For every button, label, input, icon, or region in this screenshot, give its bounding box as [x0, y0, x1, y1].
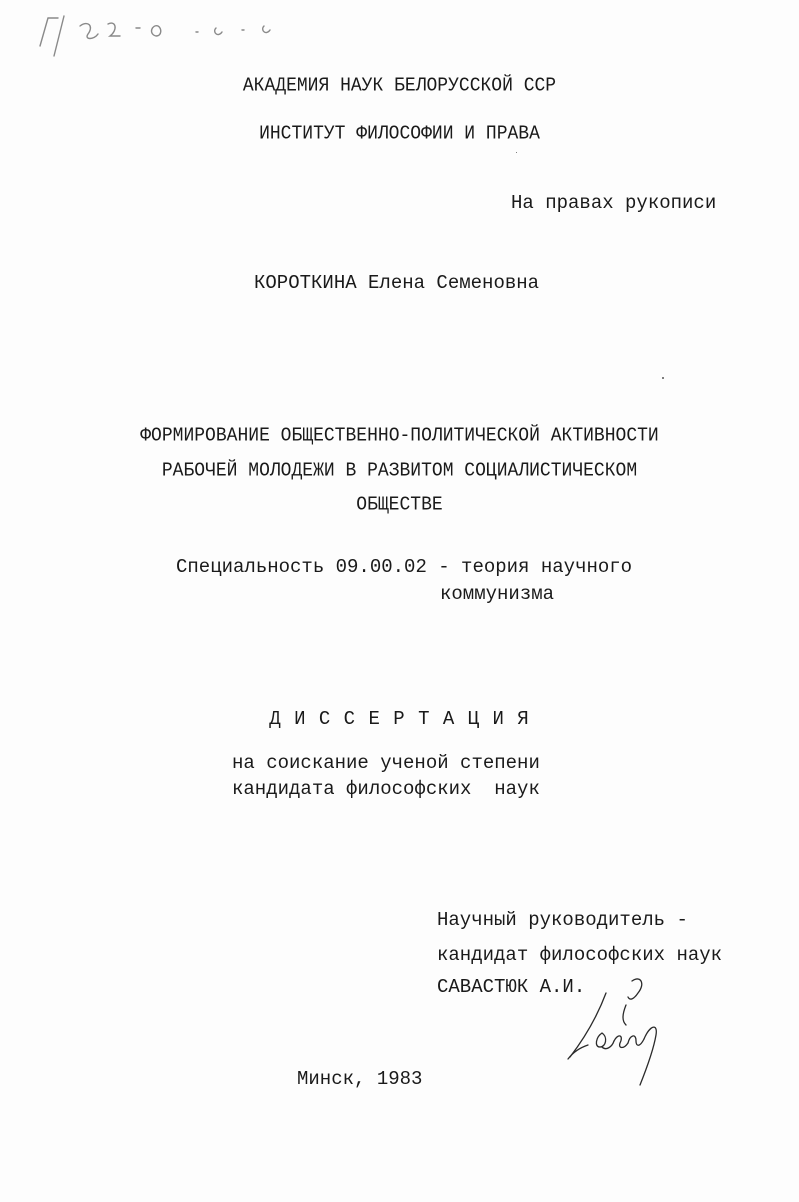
document-type: Д И С С Е Р Т А Ц И Я: [269, 708, 530, 730]
paper-speck: [516, 152, 517, 153]
supervisor-degree: кандидат философских наук: [437, 944, 723, 966]
supervisor-role: Научный руководитель -: [437, 909, 688, 931]
thesis-title-line-1: ФОРМИРОВАНИЕ ОБЩЕСТВЕННО-ПОЛИТИЧЕСКОЙ АКТИВНОСТИ: [140, 425, 659, 447]
supervisor-name: САВАСТЮК А.И.: [437, 976, 586, 998]
degree-line-1: на соискание ученой степени: [232, 752, 540, 774]
city-year: Минск, 1983: [297, 1068, 423, 1090]
thesis-title-line-3: ОБЩЕСТВЕ: [356, 494, 443, 516]
academy-name: АКАДЕМИЯ НАУК БЕЛОРУССКОЙ ССР: [242, 75, 557, 97]
paper-speck: [662, 377, 664, 379]
author-name: КОРОТКИНА Елена Семеновна: [254, 272, 540, 294]
manuscript-note: На правах рукописи: [511, 192, 717, 214]
archive-stamp-mark: [28, 6, 278, 66]
degree-line-2: кандидата философских наук: [232, 778, 540, 800]
institute-name: ИНСТИТУТ ФИЛОСОФИИ И ПРАВА: [259, 123, 540, 145]
specialty-line-2: коммунизма: [440, 583, 555, 605]
handwritten-signature: [560, 975, 680, 1090]
specialty-line-1: Специальность 09.00.02 - теория научного: [176, 556, 633, 578]
thesis-title-line-2: РАБОЧЕЙ МОЛОДЕЖИ В РАЗВИТОМ СОЦИАЛИСТИЧЕСКОМ: [161, 460, 638, 482]
